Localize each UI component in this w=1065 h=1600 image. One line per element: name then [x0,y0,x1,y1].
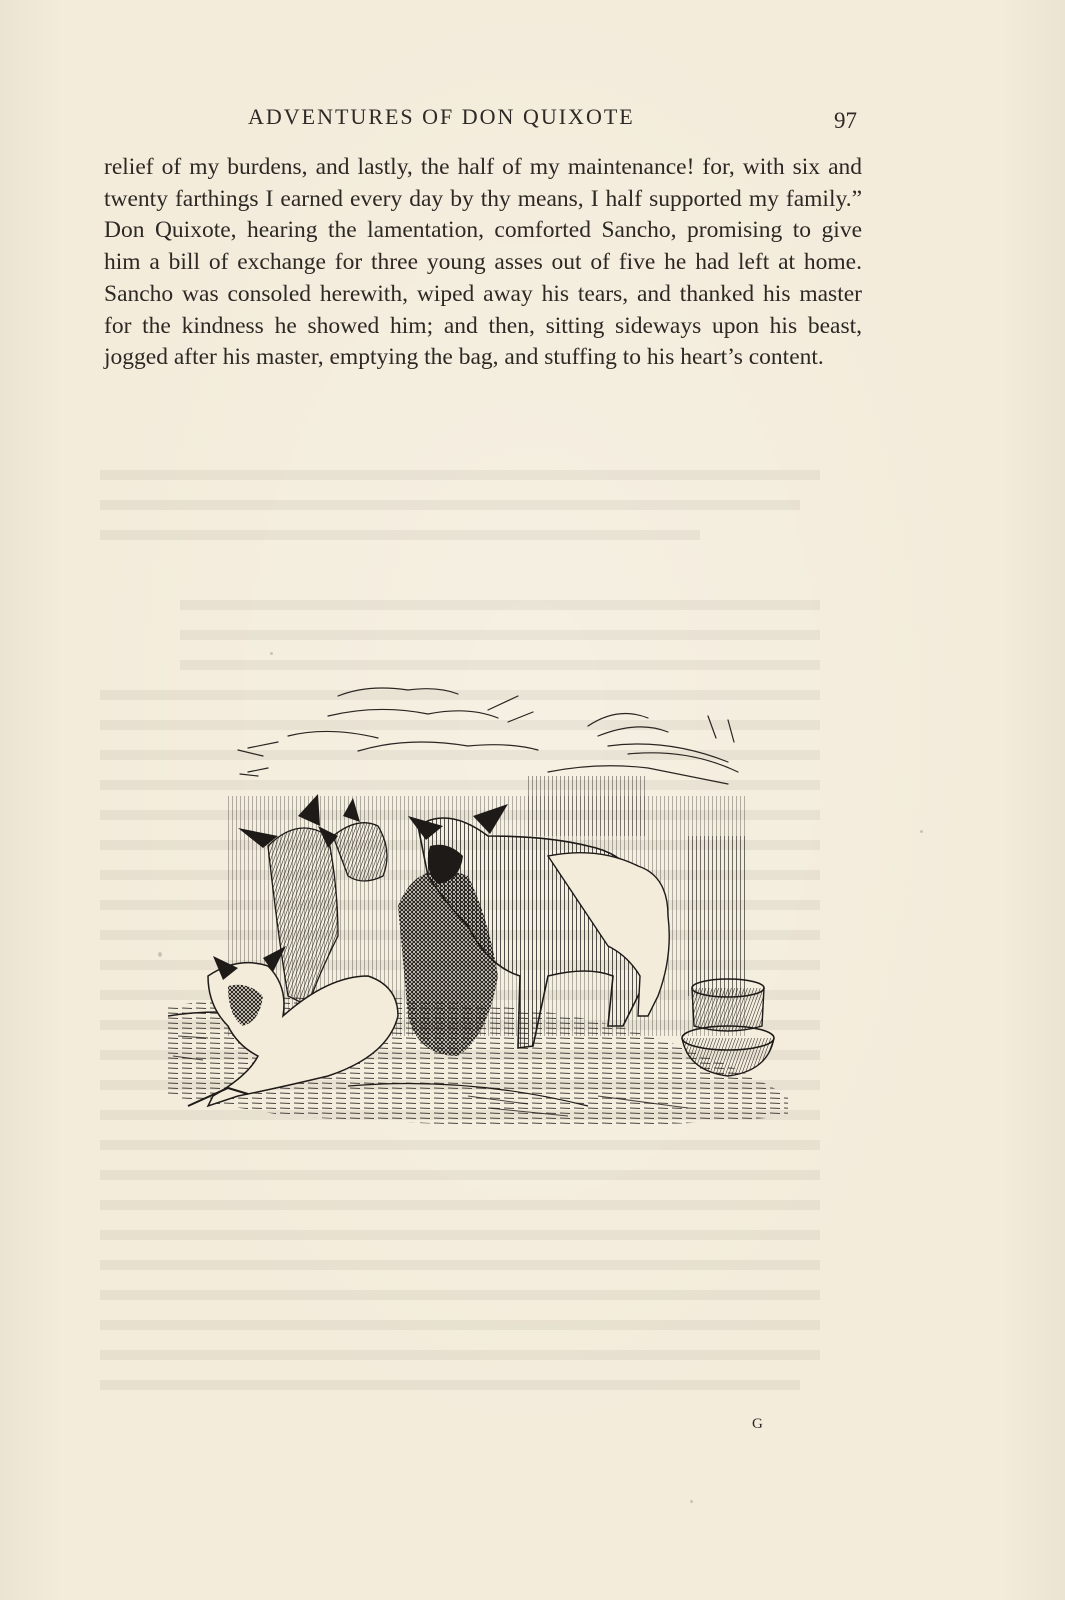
signature-mark: G [752,1416,763,1432]
donkeys-engraving-illustration [168,676,798,1142]
body-text [104,152,862,374]
paper-speck [158,952,162,957]
paper-speck [270,652,273,655]
running-head [0,104,1065,136]
paper-speck [690,1500,693,1503]
page-number: 97 [834,108,857,133]
body-paragraph: relief of my burdens, and lastly, the half of my maintenance! for, with six and twenty farthings I earned every day by thy means, I half supported my family.” Don Quixote, hearing the lamentation, comforted Sancho, promising to give him a bill of exchange for three young asses out of five he had left at home. Sancho was consoled herewith, wiped away his tears, and thanked his master for the kindness he showed him; and then, sitting sideways upon his beast, jogged after his master, emptying the bag, and stuffing to his heart’s content. [104,154,862,371]
paper-speck [920,830,923,833]
running-title: ADVENTURES OF DON QUIXOTE [248,104,635,129]
